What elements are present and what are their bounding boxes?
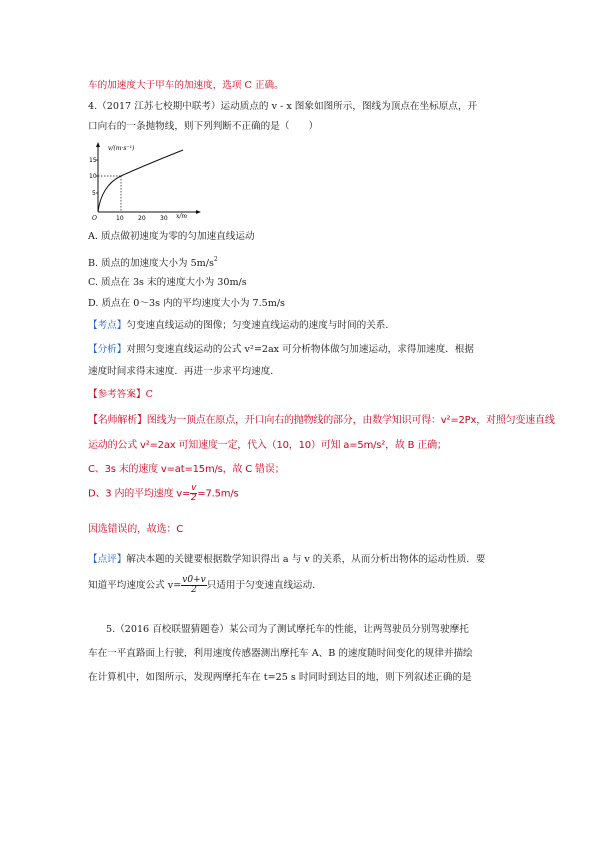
kaodian-text: 匀变速直线运动的图像；匀变速直线运动的速度与时间的关系． <box>126 320 395 331</box>
y-tick-10: 10 <box>89 173 97 180</box>
solution-line4-post: =7.5m/s <box>197 488 239 500</box>
option-letter: A. <box>88 231 98 242</box>
fraction <box>181 576 206 595</box>
x-tick-30: 30 <box>160 215 168 220</box>
option-text: 质点在 0～3s 内的平均速度大小为 7.5m/s <box>101 298 285 309</box>
x-axis-label: x/m <box>176 213 188 220</box>
kaodian-line <box>88 320 395 332</box>
dianping-text: 解决本题的关键要根据数学知识得出 a 与 v 的关系，从而分析出物体的运动性质．要 <box>126 554 486 565</box>
answer-value: C <box>145 389 153 400</box>
option-letter: C. <box>88 277 99 288</box>
fenxi-text: 对照匀变速直线运动的公式 v²=2ax 可分析物体做匀加速运动，求得加速度．根据 <box>126 344 475 355</box>
dianping-line2-pre: 知道平均速度公式 v= <box>88 580 182 591</box>
previous-conclusion: 车的加速度大于甲车的加速度，选项 C 正确。 <box>88 80 284 91</box>
v-x-graph <box>88 140 208 220</box>
fenxi-tag: 【分析】 <box>88 344 127 355</box>
q4-option-a <box>88 231 255 243</box>
fenxi-line1 <box>88 344 474 356</box>
origin-label: O <box>92 215 97 220</box>
x-axis-arrow <box>196 210 201 214</box>
q5-line3: 在计算机中，如图所示，发现两摩托车在 t=25 s 时同时到达目的地，则下列叙述正确的是 <box>88 672 472 683</box>
fraction-denominator: 2 <box>190 493 197 503</box>
y-tick-5: 5 <box>92 190 96 197</box>
q5-line1: 5.（2016 百校联盟猜题卷）某公司为了测试摩托车的性能，让两驾驶员分别驾驶摩托 <box>106 624 469 635</box>
solution-line4-pre: D、3 内的平均速度 v= <box>88 488 191 500</box>
option-text: 质点在 3s 末的速度大小为 30m/s <box>101 277 247 288</box>
dianping-tag: 【点评】 <box>88 554 127 565</box>
solution-line5: 因选错误的，故选：C <box>88 524 183 535</box>
x-tick-20: 20 <box>138 215 146 220</box>
solution-line3: C、3s 末的速度 v=at=15m/s，故 C 错误； <box>88 464 285 475</box>
option-superscript: 2 <box>213 256 218 263</box>
kaodian-tag: 【考点】 <box>88 320 127 331</box>
answer-line <box>88 389 153 401</box>
fenxi-line2: 速度时间求得末速度．再进一步求平均速度． <box>88 366 280 377</box>
solution-line4 <box>88 484 238 503</box>
option-letter: B. <box>88 258 99 269</box>
solution-line1: 【名师解析】图线为一顶点在原点，开口向右的抛物线的部分，由数学知识可得：v²=2Px，对照匀变速直线 <box>88 415 555 426</box>
q4-stem-line1: 4.（2017 江苏七校期中联考）运动质点的 v - x 图象如图所示，图线为顶点在坐标原点，开 <box>88 101 478 112</box>
fraction-denominator: 2 <box>191 585 197 595</box>
y-tick-15: 15 <box>89 157 97 164</box>
q4-option-b <box>88 254 218 270</box>
option-letter: D. <box>88 298 99 309</box>
y-axis-arrow <box>96 142 100 147</box>
dianping-line1 <box>88 554 486 566</box>
solution-line2: 运动的公式 v²=2ax 可知速度一定，代入（10，10）可知 a=5m/s²，故 B 正确； <box>88 440 447 451</box>
fraction-numerator: v0+v <box>182 575 206 585</box>
dianping-line2-post: 只适用于匀变速直线运动． <box>206 580 322 591</box>
q4-option-d <box>88 298 285 310</box>
option-text: 质点的加速度大小为 5m/s <box>101 258 214 269</box>
y-axis-label: v/(m·s⁻¹) <box>108 145 135 152</box>
fraction-numerator: v <box>191 483 197 493</box>
x-tick-10: 10 <box>116 215 124 220</box>
dianping-line2 <box>88 576 322 595</box>
q5-line2: 车在一平直路面上行驶，利用速度传感器测出摩托车 A、B 的速度随时间变化的规律并描绘 <box>88 648 473 659</box>
q4-option-c <box>88 277 247 289</box>
option-text: 质点做初速度为零的匀加速直线运动 <box>101 231 255 242</box>
q4-stem-line2: 口向右的一条抛物线，则下列判断不正确的是（ ） <box>88 121 319 132</box>
answer-tag: 【参考答案】 <box>88 389 146 400</box>
parabola-curve <box>98 150 183 212</box>
